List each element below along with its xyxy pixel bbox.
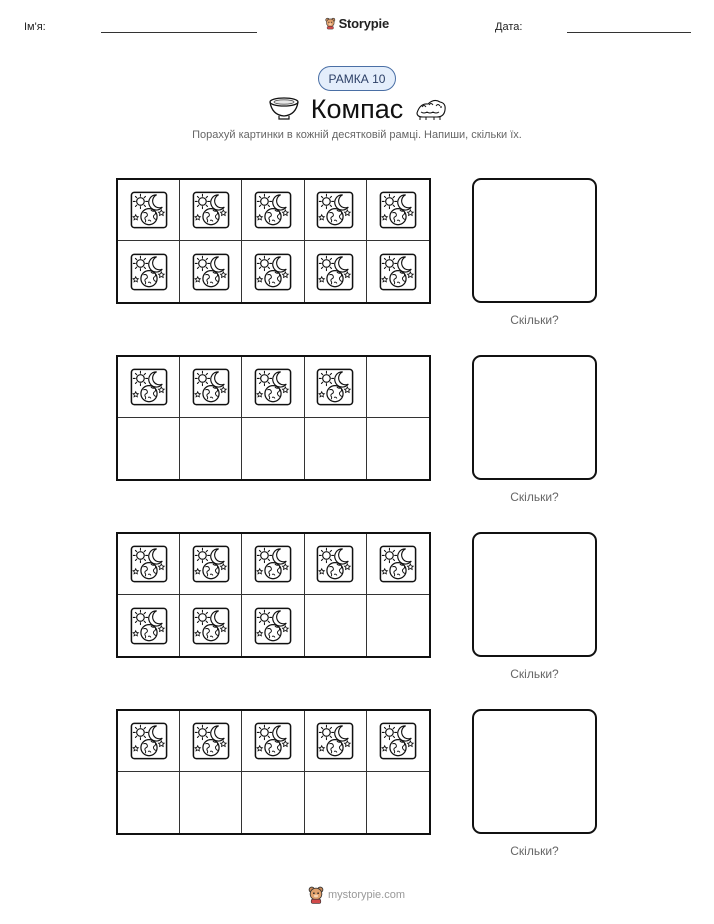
ten-frame-cell — [305, 418, 367, 479]
frame-badge: РАМКА 10 — [318, 66, 396, 91]
ten-frame-cell — [242, 418, 304, 479]
ten-frame-cell — [305, 357, 367, 418]
ten-frame-cell — [118, 241, 180, 302]
sun-moon-earth-icon — [192, 545, 230, 583]
footer — [308, 884, 405, 906]
sun-moon-earth-icon — [130, 607, 168, 645]
sun-moon-earth-icon — [379, 545, 417, 583]
how-many-label: Скільки? — [510, 490, 559, 504]
creature-icon — [414, 95, 448, 121]
sun-moon-earth-icon — [316, 191, 354, 229]
footer-site[interactable]: mystorypie.com — [328, 889, 406, 901]
ten-frame-cell — [367, 772, 429, 833]
ten-frame-cell — [118, 418, 180, 479]
date-line[interactable] — [567, 32, 691, 33]
ten-frame-cell — [367, 180, 429, 241]
ten-frame-cell — [305, 241, 367, 302]
ten-frame-cell — [180, 711, 242, 772]
sun-moon-earth-icon — [192, 368, 230, 406]
sun-moon-earth-icon — [130, 545, 168, 583]
bowl-icon — [267, 95, 301, 121]
ten-frame-cell — [180, 534, 242, 595]
ten-frame-cell — [180, 772, 242, 833]
ten-frame-cell — [118, 180, 180, 241]
ten-frame-cell — [180, 357, 242, 418]
ten-frame-cell — [180, 241, 242, 302]
ten-frame-cell — [180, 180, 242, 241]
ten-frame-cell — [242, 772, 304, 833]
answer-box[interactable] — [472, 532, 597, 657]
ten-frame-cell — [242, 711, 304, 772]
sun-moon-earth-icon — [192, 191, 230, 229]
sun-moon-earth-icon — [379, 191, 417, 229]
sun-moon-earth-icon — [130, 191, 168, 229]
instructions: Порахуй картинки в кожній десятковій рамці. Напиши, скільки їх. — [192, 129, 522, 141]
sun-moon-earth-icon — [130, 368, 168, 406]
sun-moon-earth-icon — [254, 253, 292, 291]
ten-frame-cell — [367, 241, 429, 302]
date-label: Дата: — [495, 21, 523, 33]
ten-frame-cell — [242, 534, 304, 595]
ten-frame — [116, 355, 431, 481]
ten-frame — [116, 532, 431, 658]
ten-frame-cell — [118, 595, 180, 656]
name-line[interactable] — [101, 32, 257, 33]
ten-frame-cell — [305, 534, 367, 595]
sun-moon-earth-icon — [130, 253, 168, 291]
sun-moon-earth-icon — [379, 722, 417, 760]
ten-frame-cell — [367, 357, 429, 418]
ten-frame — [116, 178, 431, 304]
how-many-label: Скільки? — [510, 313, 559, 327]
ten-frame-cell — [242, 595, 304, 656]
ten-frame-cell — [180, 418, 242, 479]
ten-frame-cell — [305, 595, 367, 656]
brand — [325, 13, 389, 33]
sun-moon-earth-icon — [254, 191, 292, 229]
answer-box[interactable] — [472, 178, 597, 303]
sun-moon-earth-icon — [254, 607, 292, 645]
ten-frame-cell — [118, 711, 180, 772]
how-many-label: Скільки? — [510, 844, 559, 858]
ten-frame-cell — [367, 534, 429, 595]
ten-frame-cell — [305, 711, 367, 772]
ten-frame-cell — [242, 357, 304, 418]
sun-moon-earth-icon — [254, 368, 292, 406]
ten-frame-cell — [180, 595, 242, 656]
sun-moon-earth-icon — [316, 545, 354, 583]
answer-box[interactable] — [472, 355, 597, 480]
ten-frame-cell — [118, 772, 180, 833]
ten-frame-cell — [242, 241, 304, 302]
ten-frame-cell — [367, 711, 429, 772]
sun-moon-earth-icon — [130, 722, 168, 760]
sun-moon-earth-icon — [316, 722, 354, 760]
sun-moon-earth-icon — [192, 607, 230, 645]
ten-frame-cell — [367, 595, 429, 656]
sun-moon-earth-icon — [254, 722, 292, 760]
ten-frame-cell — [305, 772, 367, 833]
sun-moon-earth-icon — [316, 253, 354, 291]
bear-icon — [325, 15, 336, 32]
ten-frame-cell — [118, 534, 180, 595]
how-many-label: Скільки? — [510, 667, 559, 681]
sun-moon-earth-icon — [254, 545, 292, 583]
answer-box[interactable] — [472, 709, 597, 834]
ten-frame — [116, 709, 431, 835]
sun-moon-earth-icon — [379, 253, 417, 291]
sun-moon-earth-icon — [316, 368, 354, 406]
page-title: Компас — [310, 94, 404, 124]
sun-moon-earth-icon — [192, 253, 230, 291]
ten-frame-cell — [305, 180, 367, 241]
name-label: Ім'я: — [24, 21, 46, 33]
sun-moon-earth-icon — [192, 722, 230, 760]
ten-frame-cell — [118, 357, 180, 418]
ten-frame-cell — [242, 180, 304, 241]
brand-name: Storypie — [338, 15, 389, 31]
bear-icon — [308, 886, 324, 904]
ten-frame-cell — [367, 418, 429, 479]
